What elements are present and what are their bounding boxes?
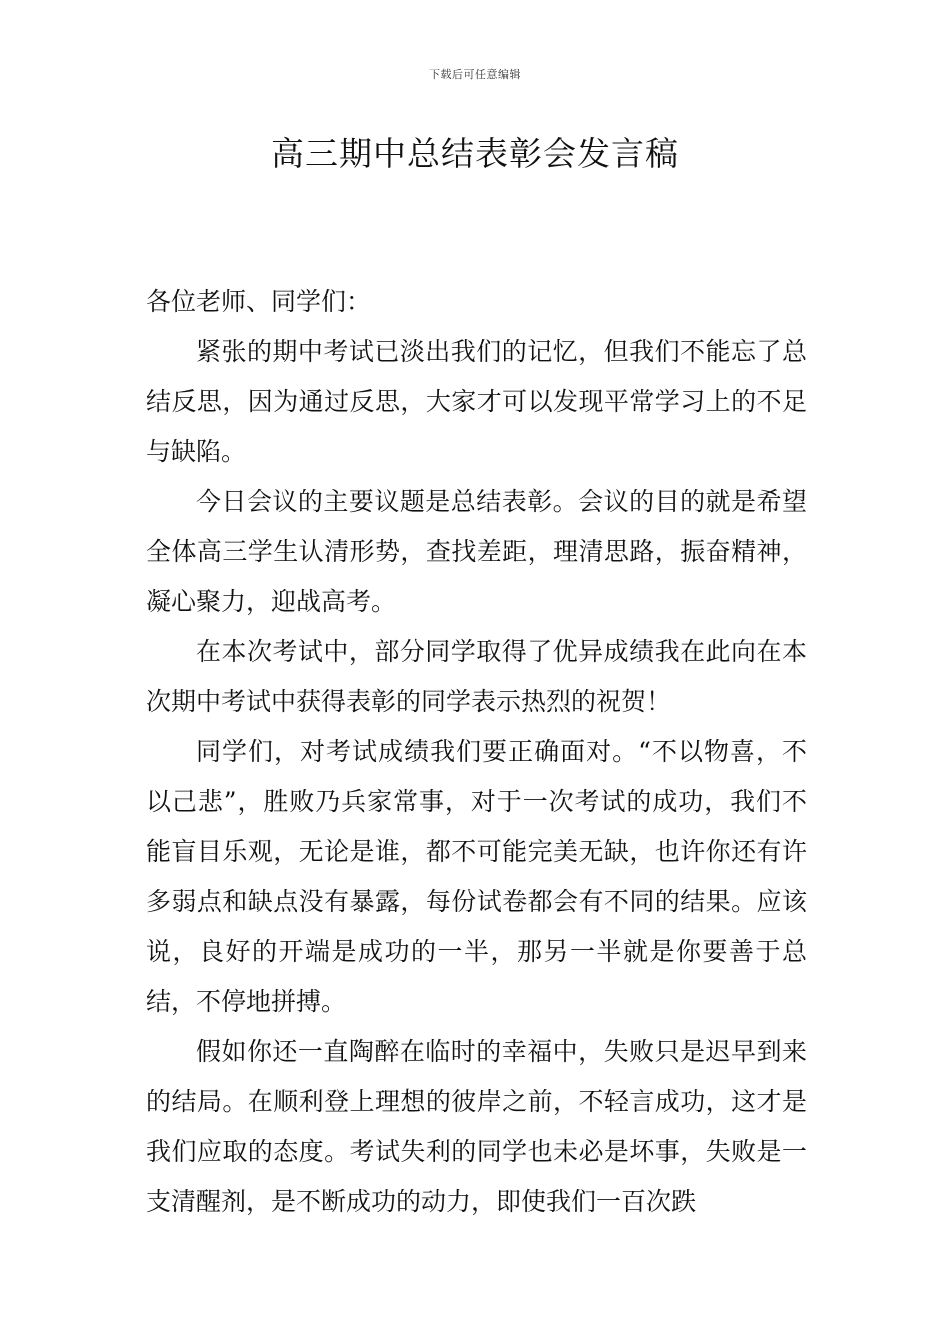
header-note: 下载后可任意编辑 xyxy=(429,68,521,81)
salutation: 各位老师、同学们： xyxy=(146,287,372,316)
document-body xyxy=(146,277,807,1227)
paragraph: 今日会议的主要议题是总结表彰。会议的目的就是希望全体高三学生认清形势，查找差距，理清思路，振奋精神，凝心聚力，迎战高考。 xyxy=(146,487,807,616)
paragraph: 在本次考试中，部分同学取得了优异成绩我在此向在本次期中考试中获得表彰的同学表示热烈的祝贺！ xyxy=(146,637,807,716)
paragraph: 假如你还一直陶醉在临时的幸福中，失败只是迟早到来的结局。在顺利登上理想的彼岸之前，不轻言成功，这才是我们应取的态度。考试失利的同学也未必是坏事，失败是一支清醒剂，是不断成功的动力，即使我们一百次跌 xyxy=(146,1037,807,1216)
document-title: 高三期中总结表彰会发言稿 xyxy=(271,134,679,173)
paragraph: 紧张的期中考试已淡出我们的记忆，但我们不能忘了总结反思，因为通过反思，大家才可以发现平常学习上的不足与缺陷。 xyxy=(146,337,807,466)
paragraph: 同学们，对考试成绩我们要正确面对。“不以物喜，不以己悲”，胜败乃兵家常事，对于一次考试的成功，我们不能盲目乐观，无论是谁，都不可能完美无缺，也许你还有许多弱点和缺点没有暴露，每份试卷都会有不同的结果。应该说，良好的开端是成功的一半，那另一半就是你要善于总结，不停地拼搏。 xyxy=(146,737,807,1016)
